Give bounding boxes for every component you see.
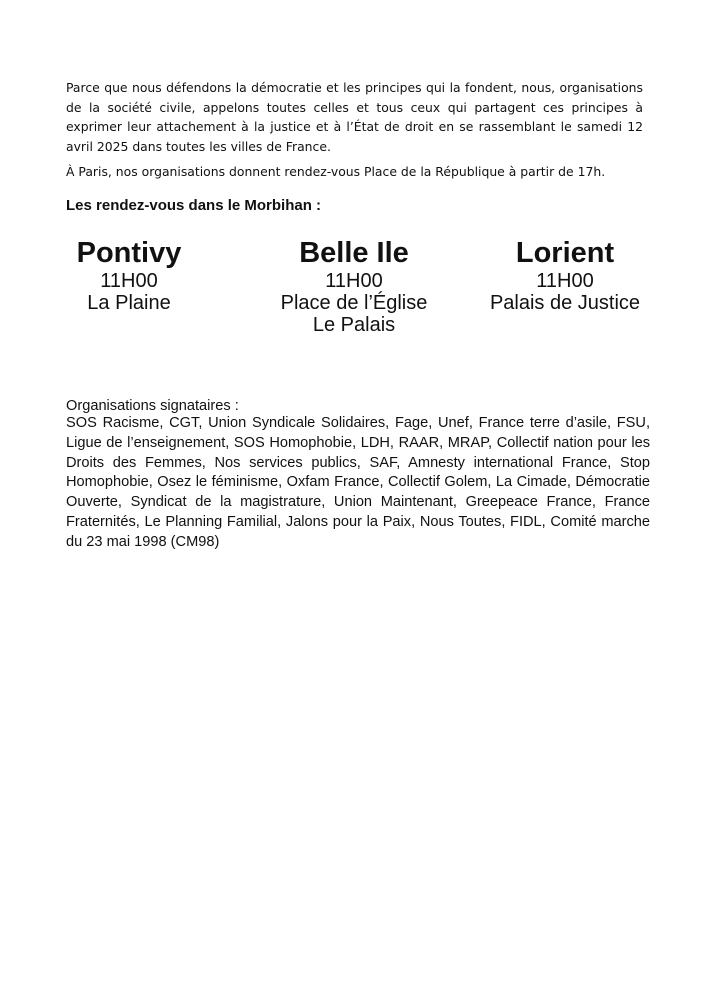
venue-lorient	[445, 236, 685, 314]
signatories-list: SOS Racisme, CGT, Union Syndicale Solidaires, Fage, Unef, France terre d’asile, FSU, Ligue de l’enseignement, SOS Homophobie, LDH, RAAR, MRAP, Collectif nation pour les Droits des Femmes, Nos services publics, SAF, Amnesty international France, Stop Homophobie, Osez le féminisme, Oxfam France, Collectif Golem, La Cimade, Démocratie Ouverte, Syndicat de la magistrature, Union Maintenant, Greepeace France, France Fraternités, Le Planning Familial, Jalons pour la Paix, Nous Toutes, FIDL, Comité marche du 23 mai 1998 (CM98)	[66, 415, 650, 550]
venue-place: La Plaine	[87, 292, 171, 314]
venue-city: Belle Ile	[299, 237, 409, 269]
venue-time: 11H00	[536, 270, 594, 292]
venue-belle-ile	[234, 236, 474, 336]
venue-pontivy	[9, 236, 249, 314]
venue-place-secondary: Le Palais	[312, 314, 396, 336]
venue-city: Pontivy	[76, 237, 182, 269]
signatories-title: Organisations signataires :	[66, 398, 239, 414]
venue-place: Place de l’Église	[280, 292, 428, 314]
venue-time: 11H00	[325, 270, 383, 292]
intro-paragraph: Parce que nous défendons la démocratie et les principes qui la fondent, nous, organisations de la société civile, appelons toutes celles et tous ceux qui partagent ces principes à exprimer leur attachement à la justice et à l’État de droit en se rassemblant le samedi 12 avril 2025 dans toutes les villes de France.	[66, 80, 643, 154]
venue-place: Palais de Justice	[489, 292, 641, 314]
morbihan-heading: Les rendez-vous dans le Morbihan :	[66, 197, 322, 214]
venue-city: Lorient	[515, 237, 615, 269]
paris-paragraph: À Paris, nos organisations donnent rendez-vous Place de la République à partir de 17h.	[66, 164, 606, 179]
venue-time: 11H00	[100, 270, 158, 292]
